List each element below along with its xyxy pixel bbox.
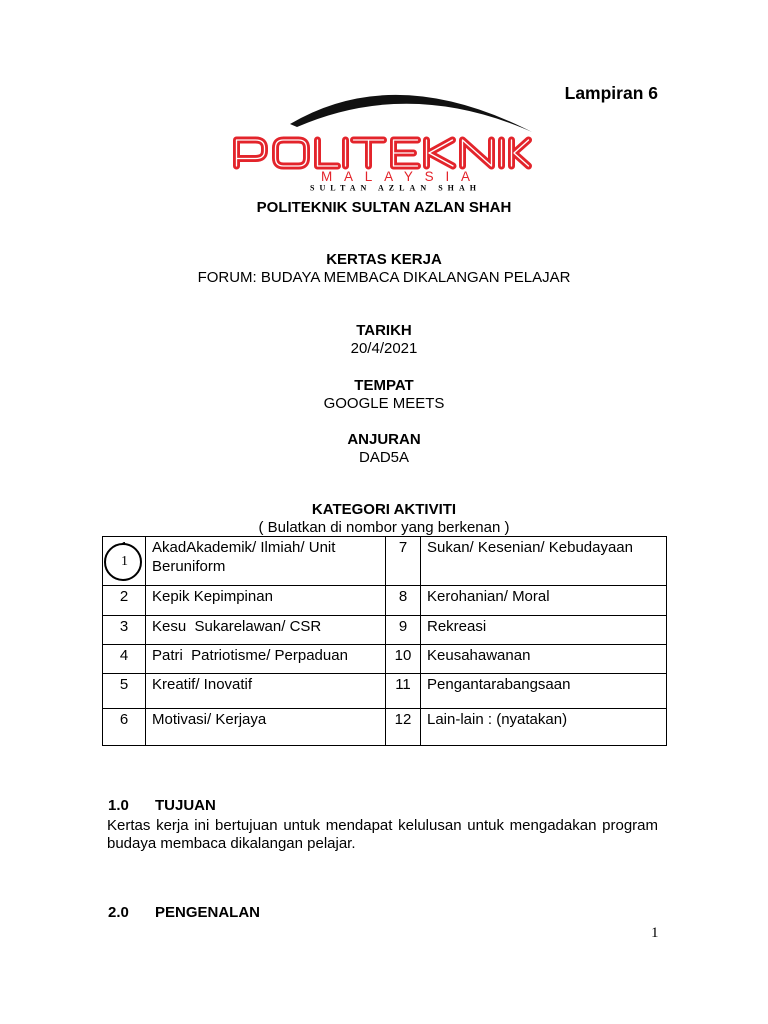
organizer-value: DAD5A	[358, 449, 410, 466]
table-row	[103, 645, 667, 674]
document-type: KERTAS KERJA	[326, 251, 442, 268]
date-label: TARIKH	[356, 322, 412, 339]
category-label: Sukan/ Kesenian/ Kebudayaan	[421, 537, 667, 586]
category-label: Kreatif/ Inovatif	[146, 674, 386, 709]
category-number: 5	[103, 674, 146, 709]
category-label: Rekreasi	[421, 616, 667, 645]
table-row	[103, 709, 667, 746]
section-title: TUJUAN	[155, 797, 216, 814]
category-number: 7	[386, 537, 421, 586]
table-row	[103, 537, 667, 586]
category-label: Patri Patriotisme/ Perpaduan	[146, 645, 386, 674]
institution-name: POLITEKNIK SULTAN AZLAN SHAH	[256, 199, 512, 216]
logo-wordmark	[237, 140, 529, 166]
category-label: Pengantarabangsaan	[421, 674, 667, 709]
document-subject: FORUM: BUDAYA MEMBACA DIKALANGAN PELAJAR	[197, 269, 571, 286]
logo-swoosh	[290, 95, 532, 132]
logo-campus-text: SULTAN AZLAN SHAH	[310, 183, 476, 193]
category-number: 4	[103, 645, 146, 674]
table-row	[103, 616, 667, 645]
venue-value: GOOGLE MEETS	[323, 395, 445, 412]
logo-letter-k	[427, 140, 454, 166]
category-label: Motivasi/ Kerjaya	[146, 709, 386, 746]
selected-category-circle: 1	[104, 543, 142, 581]
category-number: 8	[386, 586, 421, 616]
category-instruction: ( Bulatkan di nombor yang berkenan )	[258, 519, 510, 536]
category-number: 11	[386, 674, 421, 709]
page-number: 1	[651, 925, 659, 941]
category-number: 10	[386, 645, 421, 674]
category-number: 12	[386, 709, 421, 746]
section-number: 1.0	[108, 797, 129, 814]
category-label: Keusahawanan	[421, 645, 667, 674]
category-number: 9	[386, 616, 421, 645]
logo-country-text: MALAYSIA	[321, 169, 470, 184]
attachment-label: Lampiran 6	[564, 83, 658, 103]
table-row	[103, 586, 667, 616]
venue-label: TEMPAT	[354, 377, 414, 394]
table-row	[103, 674, 667, 709]
logo-letter-p	[237, 140, 265, 166]
category-label: Kepik Kepimpinan	[146, 586, 386, 616]
logo-letter-o	[276, 140, 307, 166]
organizer-label: ANJURAN	[347, 431, 421, 448]
section-title: PENGENALAN	[155, 904, 261, 921]
category-label: Kerohanian/ Moral	[421, 586, 667, 616]
category-number: 3	[103, 616, 146, 645]
section-heading	[108, 797, 216, 815]
category-label: Kesu Sukarelawan/ CSR	[146, 616, 386, 645]
politeknik-logo	[225, 85, 545, 195]
section-body: Kertas kerja ini bertujuan untuk mendapat kelulusan untuk mengadakan program budaya membaca dikalangan pelajar.	[107, 817, 658, 852]
activity-category-table	[102, 536, 667, 746]
category-number: 2	[103, 586, 146, 616]
category-heading: KATEGORI AKTIVITI	[311, 501, 457, 518]
section-number: 2.0	[108, 904, 129, 921]
section-heading	[108, 904, 260, 922]
category-label: AkadAkademik/ Ilmiah/ Unit Beruniform	[146, 537, 386, 586]
category-label: Lain-lain : (nyatakan)	[421, 709, 667, 746]
logo-letter-l	[318, 140, 338, 166]
date-value: 20/4/2021	[350, 340, 418, 357]
category-number: 6	[103, 709, 146, 746]
